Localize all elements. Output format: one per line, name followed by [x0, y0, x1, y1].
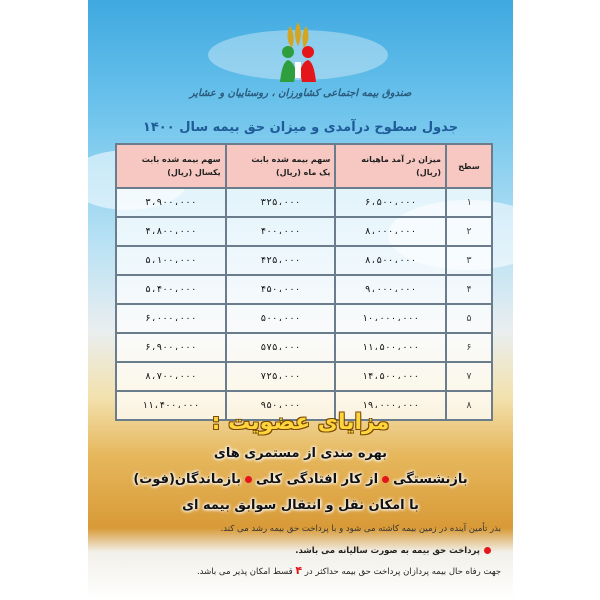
header-monthly-income: میزان در آمد ماهیانه (ریال)	[335, 144, 446, 188]
table-title: جدول سطوح درآمدی و میزان حق بیمه سال ۱۴۰۰	[142, 120, 459, 135]
benefit-survivors: بازماندگان(فوت)	[133, 472, 242, 487]
red-bullet-icon	[245, 476, 252, 483]
table-row: ۷ ۱۴،۵۰۰،۰۰۰ ۷۲۵،۰۰۰ ۸،۷۰۰،۰۰۰	[116, 362, 492, 391]
note-seed-slogan: بذر تأمین آینده در زمین بیمه کاشته می شود و با پرداخت حق بیمه رشد می کند.	[220, 524, 501, 534]
income-levels-table	[115, 143, 493, 421]
red-bullet-icon	[484, 547, 491, 554]
insurance-poster	[88, 0, 513, 600]
benefit-transfer: با امکان نقل و انتقال سوابق بیمه ای	[182, 498, 419, 513]
table-row: ۶ ۱۱،۵۰۰،۰۰۰ ۵۷۵،۰۰۰ ۶،۹۰۰،۰۰۰	[116, 333, 492, 362]
table-row: ۵ ۱۰،۰۰۰،۰۰۰ ۵۰۰،۰۰۰ ۶،۰۰۰،۰۰۰	[116, 304, 492, 333]
benefit-disability: از کار افتادگی کلی	[256, 472, 379, 487]
benefit-retirement: بازنشستگی	[393, 472, 468, 487]
table-row: ۲ ۸،۰۰۰،۰۰۰ ۴۰۰،۰۰۰ ۴،۸۰۰،۰۰۰	[116, 217, 492, 246]
header-level: سطح	[446, 144, 492, 188]
header-yearly-share: سهم بیمه شده بابت یکسال (ریال)	[116, 144, 226, 188]
installment-count: ۴	[295, 564, 303, 577]
table-row: ۱ ۶،۵۰۰،۰۰۰ ۳۲۵،۰۰۰ ۳،۹۰۰،۰۰۰	[116, 188, 492, 217]
table-row: ۸ ۱۹،۰۰۰،۰۰۰ ۹۵۰،۰۰۰ ۱۱،۴۰۰،۰۰۰	[116, 391, 492, 420]
table-header-row	[116, 144, 492, 188]
benefits-title: مزایای عضویت :	[211, 410, 390, 435]
table-row: ۳ ۸،۵۰۰،۰۰۰ ۴۲۵،۰۰۰ ۵،۱۰۰،۰۰۰	[116, 246, 492, 275]
note-installments: جهت رفاه حال بیمه پردازان پرداخت حق بیمه حداکثر در ۴ قسط امکان پذیر می باشد.	[196, 564, 501, 577]
benefit-pension-intro: بهره مندی از مستمری های	[213, 446, 388, 461]
organization-name: صندوق بیمه اجتماعی کشاورزان ، روستاییان و عشایر	[189, 88, 412, 99]
header-monthly-share: سهم بیمه شده بابت یک ماه (ریال)	[226, 144, 336, 188]
table-row: ۴ ۹،۰۰۰،۰۰۰ ۴۵۰،۰۰۰ ۵،۴۰۰،۰۰۰	[116, 275, 492, 304]
note-annual-payment: پرداخت حق بیمه به صورت سالیانه می باشد.	[295, 546, 495, 556]
benefit-pension-types	[88, 472, 513, 487]
red-bullet-icon	[382, 476, 389, 483]
fund-logo-icon	[258, 16, 338, 86]
